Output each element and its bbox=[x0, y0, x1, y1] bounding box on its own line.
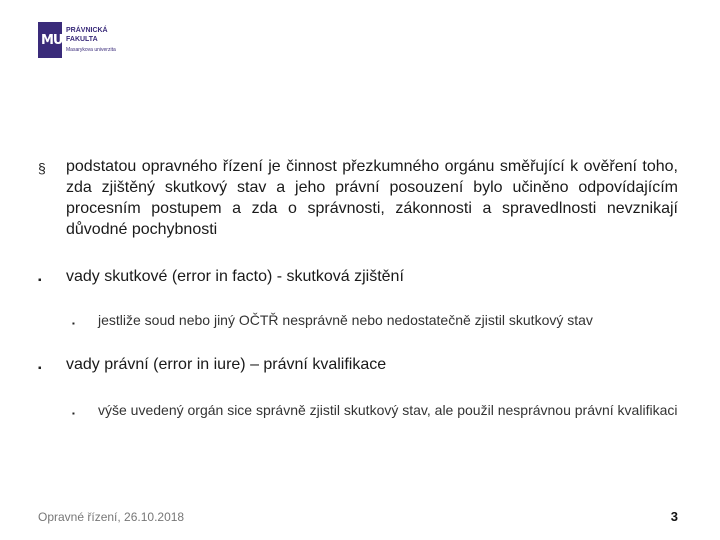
bullet-marker: ▪ bbox=[38, 275, 42, 286]
bullet-item-2 bbox=[38, 266, 678, 287]
bullet-item-1 bbox=[38, 156, 678, 240]
bullet-text: výše uvedený orgán sice správně zjistil skutkový stav, ale použil nesprávnou právní kvalifikaci bbox=[98, 402, 678, 418]
bullet-text: vady právní (error in iure) – právní kvalifikace bbox=[66, 356, 387, 373]
page-number: 3 bbox=[670, 509, 678, 524]
bullet-marker: ▪ bbox=[38, 363, 42, 374]
logo-line-1: PRÁVNICKÁ bbox=[66, 27, 108, 34]
bullet-marker: § bbox=[38, 160, 46, 176]
logo-mark-letters: MU bbox=[41, 33, 63, 48]
footer-caption: Opravné řízení, 26.10.2018 bbox=[38, 510, 185, 524]
bullet-marker: ▪ bbox=[72, 319, 75, 328]
faculty-logo bbox=[38, 22, 116, 58]
bullet-text: vady skutkové (error in facto) - skutková zjištění bbox=[66, 268, 404, 285]
bullet-text: podstatou opravného řízení je činnost přezkumného orgánu směřující k ověření toho, zda zjištěný skutkový stav a jeho právní posouzení bylo učiněno odpovídajícím procesním postupem a zda o správnosti, zákonnosti a spravedlnosti nevznikají důvodné pochybnosti bbox=[66, 158, 678, 238]
logo-line-2: FAKULTA bbox=[66, 36, 98, 43]
bullet-item-5 bbox=[38, 401, 678, 420]
bullet-marker: ▪ bbox=[72, 409, 75, 418]
logo-text bbox=[66, 26, 116, 55]
logo-subtitle: Masarykova univerzita bbox=[66, 47, 116, 53]
logo-mark-icon bbox=[38, 22, 62, 58]
bullet-item-3 bbox=[38, 311, 678, 330]
bullet-text: jestliže soud nebo jiný OČTŘ nesprávně nebo nedostatečně zjistil skutkový stav bbox=[98, 312, 593, 328]
bullet-item-4 bbox=[38, 354, 678, 375]
slide-content bbox=[38, 156, 678, 420]
